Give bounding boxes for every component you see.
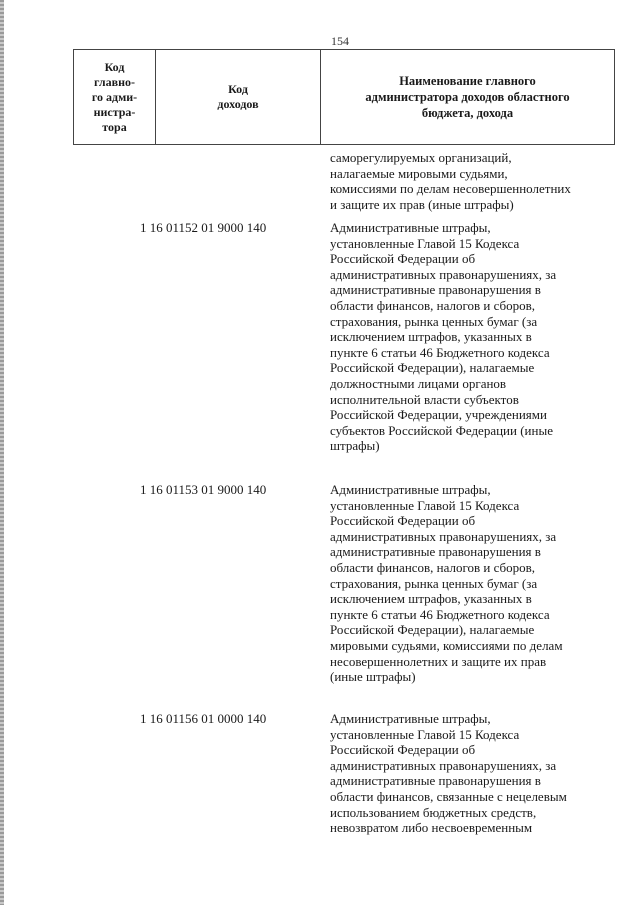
header-name: Наименование главного администратора доходов областного бюджета, дохода [365, 74, 570, 120]
header-admin-code: Код главно- го адми- нистра- тора [74, 50, 156, 144]
header-income-code: Код доходов [156, 50, 321, 144]
row-continuation-name: саморегулируемых организаций, налагаемые мировыми судьями, комиссиями по делам несовершеннолетних и защите их прав (иные штрафы) [330, 150, 571, 212]
row-code: 1 16 01153 01 9000 140 [140, 482, 267, 497]
row-name: Административные штрафы, установленные Главой 15 Кодекса Российской Федерации об административных правонарушениях, за административные правонарушения в области финансов, налогов и сборов, страхования, рынка ценных бумаг (за исключением штрафов, указанных в пункте 6 статьи 46 Бюджетного кодекса Российской Федерации), налагаемые должностными лицами органов исполнительной власти субъектов Российской Федерации, учреждениями субъектов Российской Федерации (иные штрафы) [330, 220, 557, 454]
scan-edge [0, 0, 4, 905]
row-name: Административные штрафы, установленные Главой 15 Кодекса Российской Федерации об административных правонарушениях, за административные правонарушения в области финансов, налогов и сборов, страхования, рынка ценных бумаг (за исключением штрафов, указанных в пункте 6 статьи 46 Бюджетного кодекса Российской Федерации), налагаемые мировыми судьями, комиссиями по делам несовершеннолетних и защите их прав (иные штрафы) [330, 482, 563, 685]
table-header [73, 49, 615, 145]
row-code: 1 16 01152 01 9000 140 [140, 220, 267, 235]
page-number: 154 [331, 34, 349, 48]
row-name: Административные штрафы, установленные Главой 15 Кодекса Российской Федерации об административных правонарушениях, за административные правонарушения в области финансов, связанные с нецелевым использованием бюджетных средств, невозвратом либо несвоевременным [330, 711, 567, 836]
row-code: 1 16 01156 01 0000 140 [140, 711, 267, 726]
